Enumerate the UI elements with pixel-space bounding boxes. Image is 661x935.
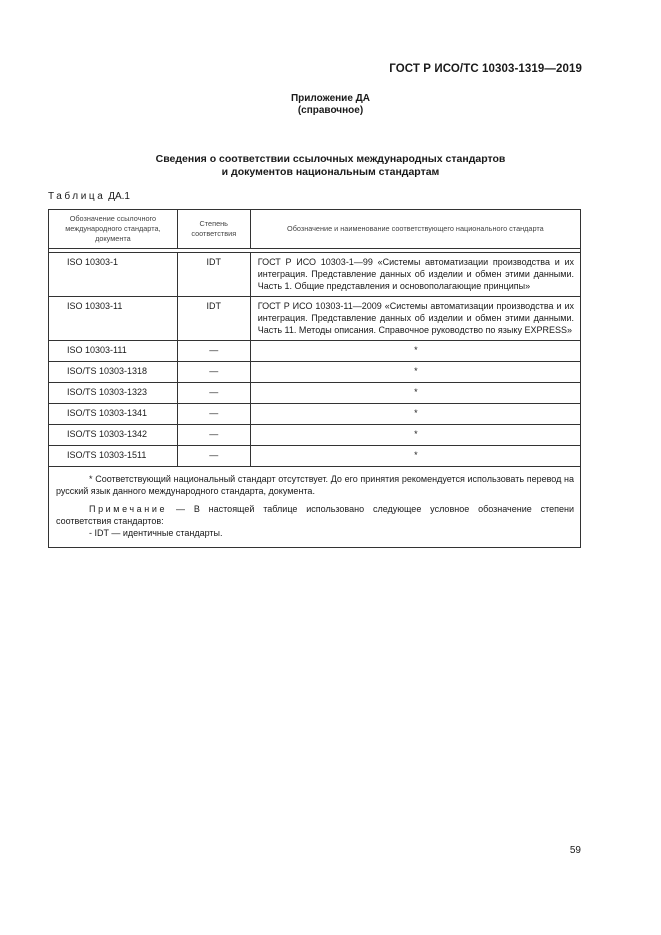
note-item: - IDT — идентичные стандарты. xyxy=(89,528,223,538)
cell-degree: — xyxy=(177,341,250,362)
cell-degree: IDT xyxy=(177,297,250,341)
table-row xyxy=(49,446,581,467)
note-text: — В настоящей таблице использовано следующее условное обозначение степени соответствия стандартов: xyxy=(56,504,574,526)
cell-degree: — xyxy=(177,425,250,446)
cell-national: ГОСТ Р ИСО 10303-1—99 «Системы автоматизации производства и их интеграция. Представление данных об изделии и обмен этими данными. Часть 1. Общие представления и основополагающие принципы» xyxy=(250,253,580,297)
cell-degree: IDT xyxy=(177,253,250,297)
cell-degree: — xyxy=(177,362,250,383)
table-row xyxy=(49,341,581,362)
section-title xyxy=(0,153,661,179)
cell-ref: ISO/TS 10303-1511 xyxy=(49,446,178,467)
table-row xyxy=(49,425,581,446)
cell-ref: ISO/TS 10303-1323 xyxy=(49,383,178,404)
table-note xyxy=(56,503,574,527)
cell-ref: ISO/TS 10303-1341 xyxy=(49,404,178,425)
header-national-standard: Обозначение и наименование соответствующего национального стандарта xyxy=(250,210,580,249)
cell-ref: ISO 10303-11 xyxy=(49,297,178,341)
table-footnote: * Соответствующий национальный стандарт отсутствует. До его принятия рекомендуется использовать перевод на русский язык данного международного стандарта, документа. xyxy=(56,474,574,496)
cell-ref: ISO/TS 10303-1342 xyxy=(49,425,178,446)
cell-national: ГОСТ Р ИСО 10303-11—2009 «Системы автоматизации производства и их интеграция. Представление данных об изделии и обмен этими данными. Часть 11. Методы описания. Справочное руководство по языку EXPRESS» xyxy=(250,297,580,341)
table-row xyxy=(49,297,581,341)
page-number: 59 xyxy=(569,845,581,856)
table-footer xyxy=(49,467,581,548)
table-caption-label: Таблица xyxy=(48,191,106,202)
table-footer-row xyxy=(49,467,581,548)
cell-national: * xyxy=(250,446,580,467)
cell-national: * xyxy=(250,362,580,383)
table-row xyxy=(49,253,581,297)
annex-subtitle: (справочное) xyxy=(297,105,364,116)
cell-degree: — xyxy=(177,404,250,425)
table-caption-number: ДА.1 xyxy=(108,191,130,202)
cell-national: * xyxy=(250,425,580,446)
table-row xyxy=(49,383,581,404)
header-degree: Степень соответствия xyxy=(177,210,250,249)
document-code: ГОСТ Р ИСО/ТС 10303-1319—2019 xyxy=(389,63,582,75)
table-row xyxy=(49,362,581,383)
table-header-row xyxy=(49,210,581,249)
note-label: Примечание xyxy=(89,504,168,514)
section-title-line-2: и документов национальным стандартам xyxy=(221,166,440,178)
annex-title: Приложение ДА xyxy=(290,93,371,104)
table-row xyxy=(49,404,581,425)
cell-ref: ISO 10303-1 xyxy=(49,253,178,297)
annex-heading xyxy=(0,93,661,117)
correspondence-table xyxy=(48,209,581,548)
section-title-line-1: Сведения о соответствии ссылочных международных стандартов xyxy=(155,153,506,165)
header-international-standard: Обозначение ссылочного международного стандарта, документа xyxy=(49,210,178,249)
cell-degree: — xyxy=(177,446,250,467)
table-caption xyxy=(48,191,130,202)
cell-ref: ISO/TS 10303-1318 xyxy=(49,362,178,383)
cell-national: * xyxy=(250,341,580,362)
cell-degree: — xyxy=(177,383,250,404)
cell-ref: ISO 10303-111 xyxy=(49,341,178,362)
cell-national: * xyxy=(250,404,580,425)
cell-national: * xyxy=(250,383,580,404)
